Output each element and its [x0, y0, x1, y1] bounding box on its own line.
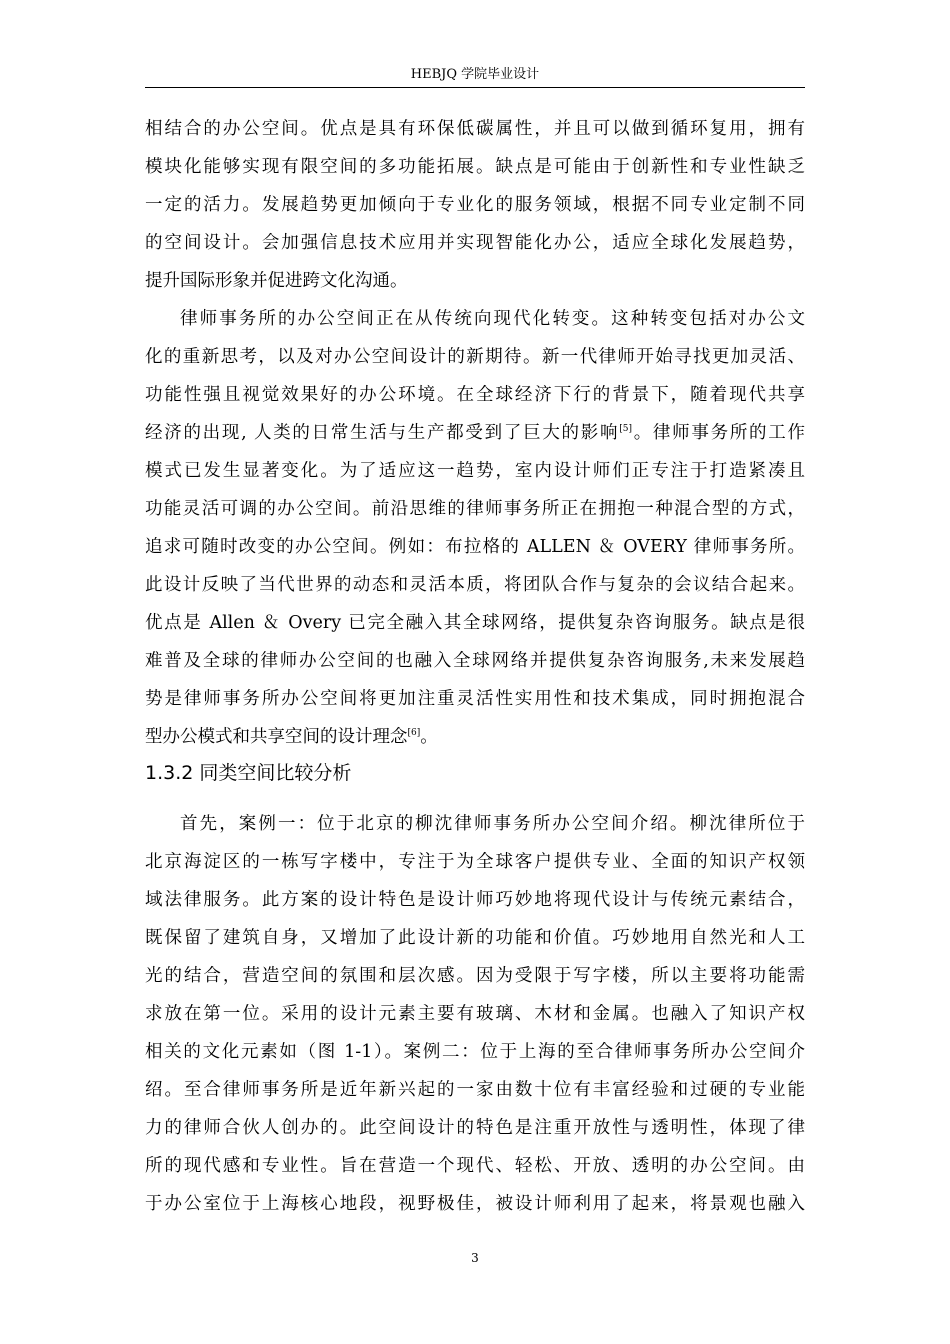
- paragraph-line: 功能灵活可调的办公空间。前沿思维的律师事务所正在拥抱一种混合型的方式，: [145, 499, 805, 519]
- page-header: HEBJQ 学院毕业设计: [410, 67, 540, 82]
- paragraph-line: 光的结合，营造空间的氛围和层次感。因为受限于写字楼，所以主要将功能需: [145, 966, 805, 986]
- paragraph-line: 于办公室位于上海核心地段，视野极佳，被设计师利用了起来，将景观也融入: [145, 1194, 805, 1214]
- paragraph-line: 求放在第一位。采用的设计元素主要有玻璃、木材和金属。也融入了知识产权: [145, 1004, 805, 1024]
- paragraph-line: 提升国际形象并促进跨文化沟通。: [145, 271, 408, 291]
- paragraph-text: 。律师事务所的工作: [631, 423, 806, 443]
- paragraph-line: 律师事务所的办公空间正在从传统向现代化转变。这种转变包括对办公文: [180, 309, 805, 329]
- paragraph-text: 。: [420, 727, 438, 747]
- header-divider: [145, 87, 805, 88]
- section-heading: 1.3.2 同类空间比较分析: [145, 762, 352, 784]
- paragraph-line: 模块化能够实现有限空间的多功能拓展。缺点是可能由于创新性和专业性缺乏: [145, 157, 805, 177]
- paragraph-line: 此设计反映了当代世界的动态和灵活本质，将团队合作与复杂的会议结合起来。: [145, 575, 805, 595]
- paragraph-line: 首先，案例一：位于北京的柳沈律师事务所办公空间介绍。柳沈律所位于: [180, 814, 805, 834]
- paragraph-line: 化的重新思考，以及对办公空间设计的新期待。新一代律师开始寻找更加灵活、: [145, 347, 805, 367]
- paragraph-line: 难普及全球的律师办公空间的也融入全球网络并提供复杂咨询服务,未来发展趋: [145, 651, 805, 671]
- paragraph-line: 优点是 Allen ＆ Overy 已完全融入其全球网络，提供复杂咨询服务。缺点是很: [145, 613, 805, 633]
- paragraph-line: 的空间设计。会加强信息技术应用并实现智能化办公，适应全球化发展趋势，: [145, 233, 805, 253]
- paragraph-line: 功能性强且视觉效果好的办公环境。在全球经济下行的背景下，随着现代共享: [145, 385, 805, 405]
- paragraph-line: 相结合的办公空间。优点是具有环保低碳属性，并且可以做到循环复用，拥有: [145, 119, 805, 139]
- paragraph-line: 势是律师事务所办公空间将更加注重灵活性实用性和技术集成，同时拥抱混合: [145, 689, 805, 709]
- citation-reference: [6]: [407, 728, 421, 739]
- paragraph-line: 所的现代感和专业性。旨在营造一个现代、轻松、开放、透明的办公空间。由: [145, 1156, 805, 1176]
- paragraph-line: 既保留了建筑自身，又增加了此设计新的功能和价值。巧妙地用自然光和人工: [145, 928, 805, 948]
- paragraph-line: 相关的文化元素如（图 1-1）。案例二：位于上海的至合律师事务所办公空间介: [145, 1042, 805, 1062]
- citation-reference: [5]: [619, 424, 632, 435]
- paragraph-text: 型办公模式和共享空间的设计理念: [145, 727, 408, 747]
- paragraph-line: 域法律服务。此方案的设计特色是设计师巧妙地将现代设计与传统元素结合，: [145, 890, 805, 910]
- paragraph-line: 追求可随时改变的办公空间。例如：布拉格的 ALLEN ＆ OVERY 律师事务所。: [145, 537, 805, 557]
- paragraph-line: [145, 414, 805, 452]
- paragraph-line: 北京海淀区的一栋写字楼中，专注于为全球客户提供专业、全面的知识产权领: [145, 852, 805, 872]
- paragraph-text: 经济的出现, 人类的日常生活与生产都受到了巨大的影响: [145, 423, 620, 443]
- paragraph-line: [145, 718, 438, 756]
- paragraph-line: 力的律师合伙人创办的。此空间设计的特色是注重开放性与透明性，体现了律: [145, 1118, 805, 1138]
- paragraph-line: 一定的活力。发展趋势更加倾向于专业化的服务领域，根据不同专业定制不同: [145, 195, 805, 215]
- paragraph-line: 模式已发生显著变化。为了适应这一趋势，室内设计师们正专注于打造紧凑且: [145, 461, 805, 481]
- paragraph-line: 绍。至合律师事务所是近年新兴起的一家由数十位有丰富经验和过硬的专业能: [145, 1080, 805, 1100]
- page-number: 3: [471, 1251, 479, 1265]
